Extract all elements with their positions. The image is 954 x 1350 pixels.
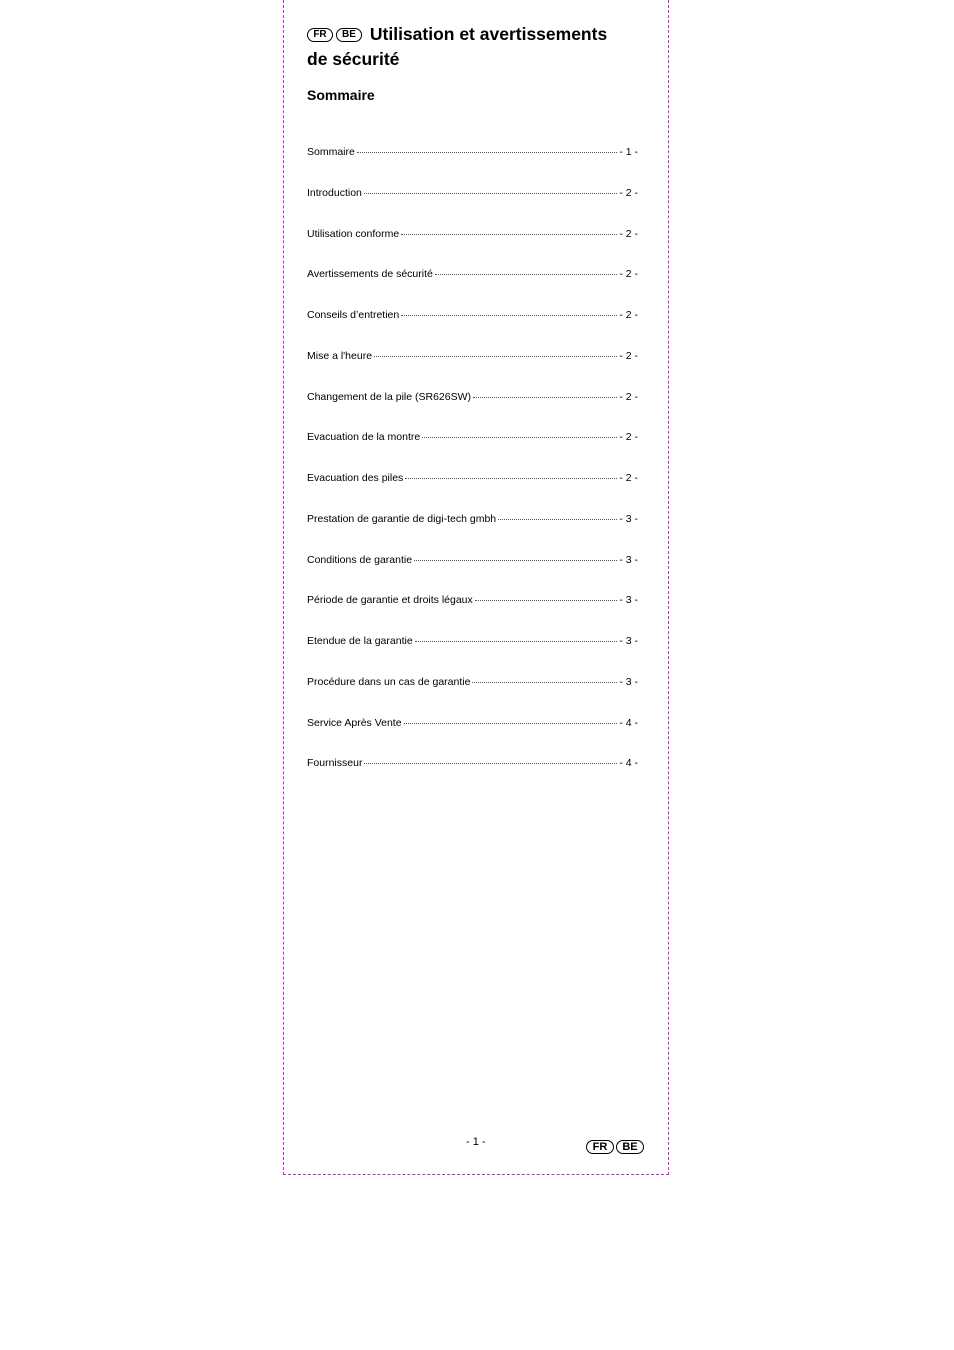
toc-entry-label: Evacuation des piles xyxy=(307,472,404,484)
toc-entry-label: Période de garantie et droits légaux xyxy=(307,594,473,607)
toc-entry-page: - 3 - xyxy=(619,594,638,607)
toc-entry-page: - 2 - xyxy=(619,268,638,281)
toc-entry-label: Fournisseur xyxy=(307,757,363,770)
toc-dot-leader xyxy=(357,152,617,153)
toc-entry-page: - 2 - xyxy=(619,390,638,403)
footer-badge-be: BE xyxy=(616,1140,644,1154)
toc-entry[interactable] xyxy=(307,431,638,472)
toc-entry-label: Changement de la pile (SR626SW) xyxy=(307,390,472,403)
toc-entry-page: - 3 - xyxy=(619,512,638,525)
toc-entry-label: Mise a l'heure xyxy=(307,349,373,362)
toc-entry-label: Avertissements de sécurité xyxy=(307,268,433,281)
toc-dot-leader xyxy=(473,397,617,398)
toc-entry[interactable] xyxy=(307,554,638,595)
toc-entry[interactable] xyxy=(307,309,638,350)
toc-entry[interactable] xyxy=(307,513,638,554)
toc-entry[interactable] xyxy=(307,268,638,309)
toc-entry[interactable] xyxy=(307,146,638,187)
page-title-line1: Utilisation et avertissements xyxy=(369,24,608,44)
footer-page-number: - 1 - xyxy=(466,1136,486,1148)
page-title xyxy=(307,22,647,47)
language-badge-be: BE xyxy=(336,28,362,42)
toc-entry-page: - 2 - xyxy=(619,431,638,444)
toc-entry-page: - 1 - xyxy=(619,146,638,158)
toc-dot-leader xyxy=(405,478,617,479)
toc-entry-page: - 3 - xyxy=(619,635,638,647)
toc-entry-page: - 2 - xyxy=(619,309,638,321)
toc-entry-page: - 4 - xyxy=(619,716,638,729)
page-header xyxy=(307,22,647,72)
footer-language-badges xyxy=(586,1137,646,1155)
toc-entry-label: Conseils d’entretien xyxy=(307,309,400,321)
section-title: Sommaire xyxy=(307,87,375,103)
toc-entry[interactable] xyxy=(307,228,638,269)
toc-entry-page: - 2 - xyxy=(619,186,638,199)
toc-entry[interactable] xyxy=(307,350,638,391)
toc-entry-label: Evacuation de la montre xyxy=(307,431,421,444)
toc-dot-leader xyxy=(401,234,617,235)
toc-entry-page: - 2 - xyxy=(619,472,638,484)
toc-entry-page: - 4 - xyxy=(619,757,638,770)
toc-dot-leader xyxy=(435,274,617,275)
toc-dot-leader xyxy=(404,723,618,724)
toc-entry[interactable] xyxy=(307,391,638,432)
footer-badge-fr: FR xyxy=(586,1140,614,1154)
toc-entry-label: Sommaire xyxy=(307,146,355,158)
toc-entry-page: - 3 - xyxy=(619,553,638,566)
toc-entry-label: Utilisation conforme xyxy=(307,227,400,240)
toc-dot-leader xyxy=(422,437,617,438)
toc-entry[interactable] xyxy=(307,594,638,635)
toc-entry[interactable] xyxy=(307,757,638,798)
toc-dot-leader xyxy=(475,600,618,601)
toc-entry-label: Conditions de garantie xyxy=(307,553,413,566)
toc-dot-leader xyxy=(498,519,617,520)
table-of-contents xyxy=(307,146,638,798)
toc-entry-label: Prestation de garantie de digi-tech gmbh xyxy=(307,512,497,525)
toc-dot-leader xyxy=(364,763,617,764)
toc-dot-leader xyxy=(472,682,617,683)
toc-entry-label: Service Après Vente xyxy=(307,716,402,729)
toc-entry-label: Procédure dans un cas de garantie xyxy=(307,675,471,688)
toc-entry-page: - 2 - xyxy=(619,349,638,362)
toc-entry[interactable] xyxy=(307,676,638,717)
toc-dot-leader xyxy=(415,641,618,642)
toc-entry[interactable] xyxy=(307,635,638,676)
toc-dot-leader xyxy=(374,356,617,357)
toc-entry[interactable] xyxy=(307,472,638,513)
toc-entry-page: - 3 - xyxy=(619,675,638,688)
language-badge-fr: FR xyxy=(307,28,333,42)
toc-dot-leader xyxy=(401,315,617,316)
toc-entry[interactable] xyxy=(307,717,638,758)
page-title-line2: de sécurité xyxy=(307,49,400,69)
toc-entry-label: Introduction xyxy=(307,186,362,199)
toc-dot-leader xyxy=(364,193,617,194)
toc-entry[interactable] xyxy=(307,187,638,228)
toc-entry-label: Etendue de la garantie xyxy=(307,635,413,647)
toc-dot-leader xyxy=(414,560,617,561)
toc-entry-page: - 2 - xyxy=(619,227,638,240)
